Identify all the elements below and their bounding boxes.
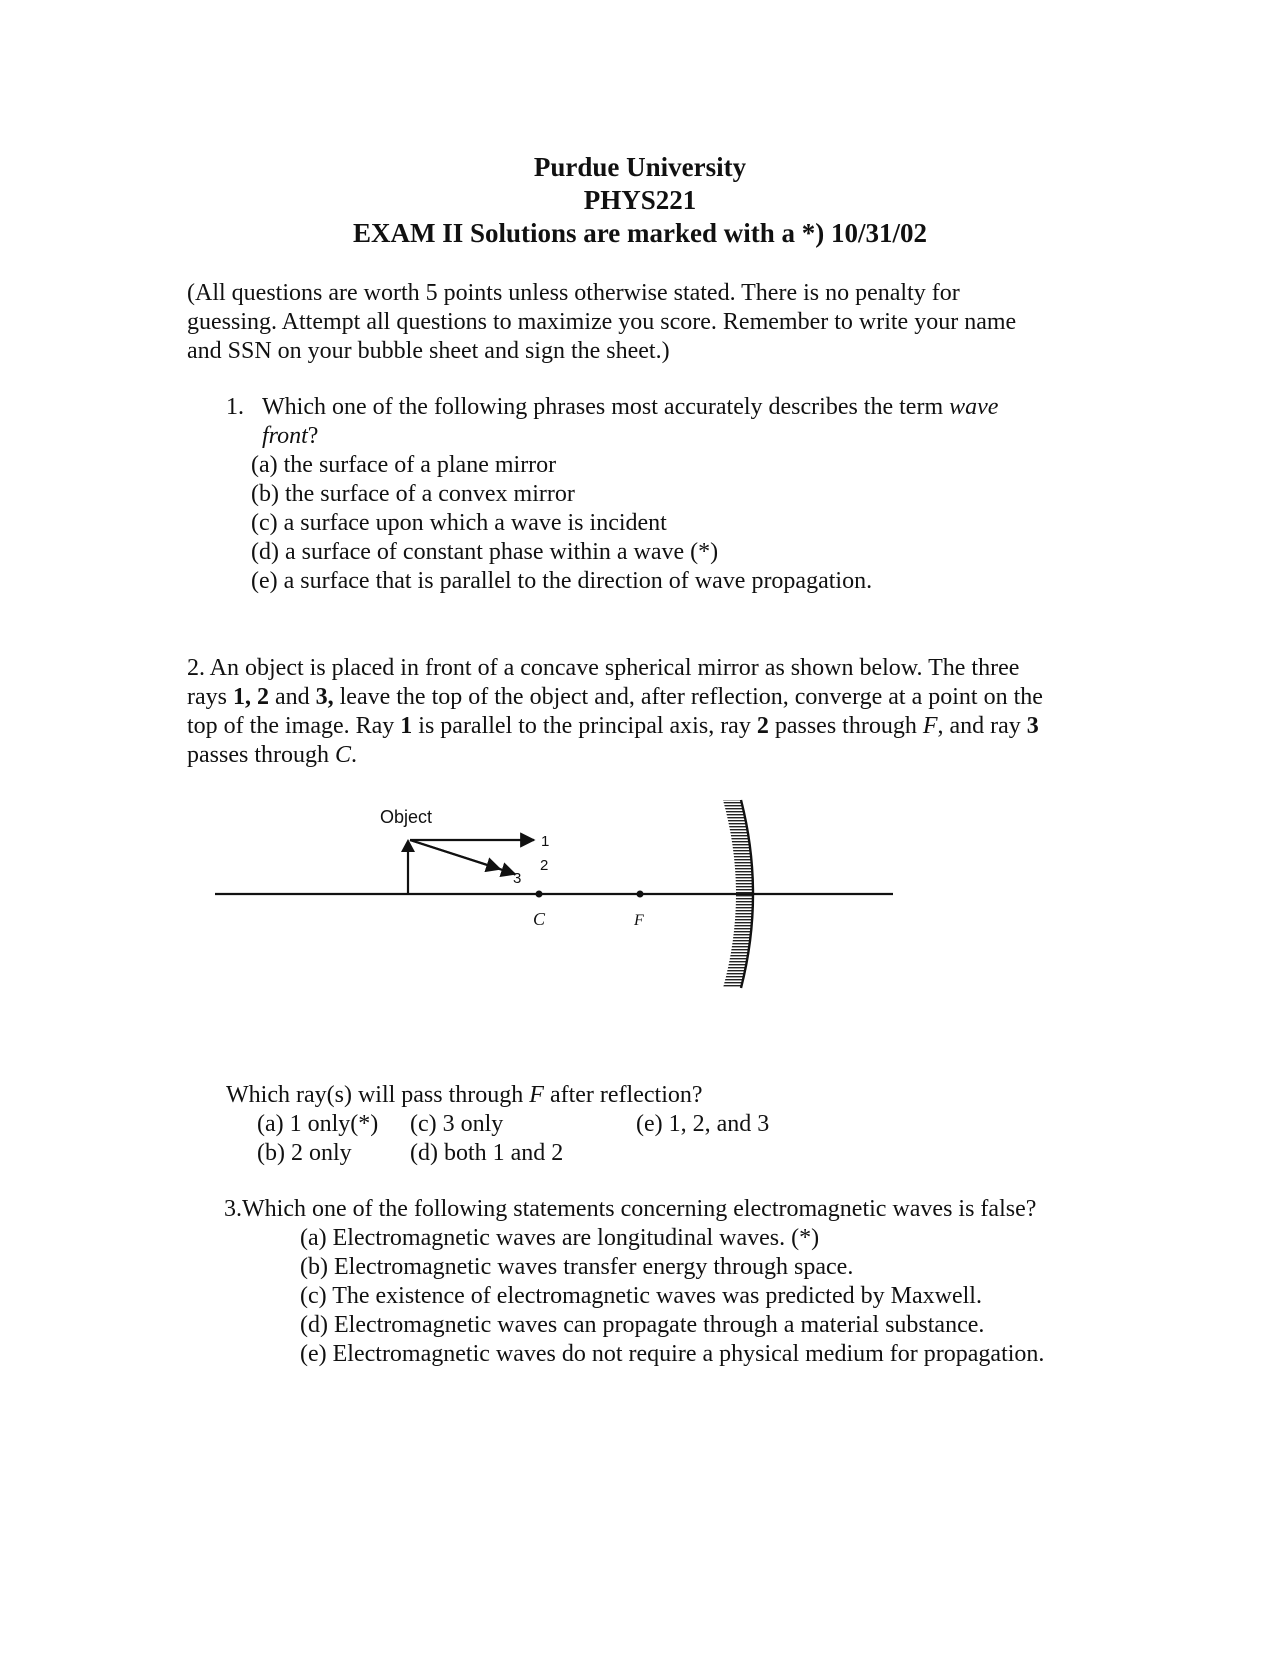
q2-question-a: Which ray(s) will pass through bbox=[226, 1082, 530, 1108]
q2-l3-f: F bbox=[922, 713, 938, 739]
q3-option-a: (a) Electromagnetic waves are longitudinal waves. (*) bbox=[300, 1225, 820, 1251]
q2-question-c: after reflection? bbox=[543, 1082, 703, 1108]
q2-l4-c: . bbox=[351, 742, 357, 768]
ray-3-label: 3 bbox=[513, 870, 522, 887]
q1-term-wave: wave bbox=[949, 394, 999, 420]
point-f-dot bbox=[637, 891, 644, 898]
q2-l2-e: leave the top of the object and, after reflection, converge at a point on the bbox=[333, 684, 1043, 710]
object-label: Object bbox=[380, 807, 433, 827]
q1-stem bbox=[262, 393, 998, 422]
q2-option-c: (c) 3 only bbox=[410, 1111, 504, 1137]
course-code: PHYS221 bbox=[583, 185, 697, 215]
q1-option-a: (a) the surface of a plane mirror bbox=[251, 452, 557, 478]
q2-l3-h: 3 bbox=[1026, 713, 1039, 739]
q1-term-front: front bbox=[262, 423, 308, 449]
q1-number: 1. bbox=[226, 394, 244, 420]
q3-option-e: (e) Electromagnetic waves do not require a physical medium for propagation. bbox=[300, 1341, 1045, 1367]
q1-stem-end: ? bbox=[307, 423, 319, 449]
q2-line-4 bbox=[187, 741, 357, 770]
q2-l4-b: C bbox=[334, 742, 351, 768]
point-c-label: C bbox=[533, 909, 546, 929]
q2-l4-a: passes through bbox=[187, 742, 335, 768]
q1-option-d: (d) a surface of constant phase within a wave (*) bbox=[251, 539, 719, 565]
q3-option-b: (b) Electromagnetic waves transfer energy through space. bbox=[300, 1254, 854, 1280]
q2-question bbox=[226, 1081, 703, 1110]
q1-stem-text: Which one of the following phrases most accurately describes the term bbox=[262, 394, 950, 420]
q2-line-1: 2. An object is placed in front of a concave spherical mirror as shown below. The three bbox=[187, 655, 1020, 681]
ray-3 bbox=[410, 840, 500, 869]
q3-stem: 3.Which one of the following statements concerning electromagnetic waves is false? bbox=[224, 1196, 1037, 1222]
ray-1-label: 1 bbox=[541, 833, 550, 850]
ray-2-label: 2 bbox=[540, 857, 549, 874]
q2-l2-a: rays bbox=[187, 684, 233, 710]
instructions-line-2: guessing. Attempt all questions to maximize you score. Remember to write your name bbox=[187, 309, 1017, 335]
point-f-label: F bbox=[634, 912, 644, 929]
point-c-dot bbox=[536, 891, 543, 898]
exam-title: EXAM II Solutions are marked with a *) 10/31/02 bbox=[352, 218, 928, 248]
q2-line-3 bbox=[187, 712, 1039, 741]
q2-option-e: (e) 1, 2, and 3 bbox=[636, 1111, 770, 1137]
q1-option-c: (c) a surface upon which a wave is incident bbox=[251, 510, 667, 536]
q1-option-e: (e) a surface that is parallel to the direction of wave propagation. bbox=[251, 568, 873, 594]
q2-l3-b: 1 bbox=[400, 713, 413, 739]
q2-option-d: (d) both 1 and 2 bbox=[410, 1140, 564, 1166]
q3-option-c: (c) The existence of electromagnetic waves was predicted by Maxwell. bbox=[300, 1283, 982, 1309]
q2-l2-d: 3, bbox=[315, 684, 334, 710]
q1-stem-cont bbox=[262, 422, 318, 451]
q2-option-b: (b) 2 only bbox=[257, 1140, 352, 1166]
concave-mirror-diagram bbox=[200, 790, 920, 1000]
q1-option-b: (b) the surface of a convex mirror bbox=[251, 481, 575, 507]
q3-option-d: (d) Electromagnetic waves can propagate through a material substance. bbox=[300, 1312, 985, 1338]
instructions-line-1: (All questions are worth 5 points unless otherwise stated. There is no penalty for bbox=[187, 280, 960, 306]
q2-l3-a: top of the image. Ray bbox=[187, 713, 401, 739]
q2-l2-c: and bbox=[268, 684, 316, 710]
q2-line-2 bbox=[187, 683, 1043, 712]
instructions-line-3: and SSN on your bubble sheet and sign the sheet.) bbox=[187, 338, 670, 364]
q2-l2-b: 1, 2 bbox=[232, 684, 269, 710]
q2-question-f: F bbox=[529, 1082, 544, 1108]
q2-l3-d: 2 bbox=[756, 713, 769, 739]
university-title: Purdue University bbox=[533, 152, 747, 182]
q2-l3-c: is parallel to the principal axis, ray bbox=[412, 713, 757, 739]
q2-l3-g: , and ray bbox=[937, 713, 1027, 739]
q2-l3-e: passes through bbox=[768, 713, 923, 739]
q2-option-a: (a) 1 only(*) bbox=[257, 1111, 379, 1137]
